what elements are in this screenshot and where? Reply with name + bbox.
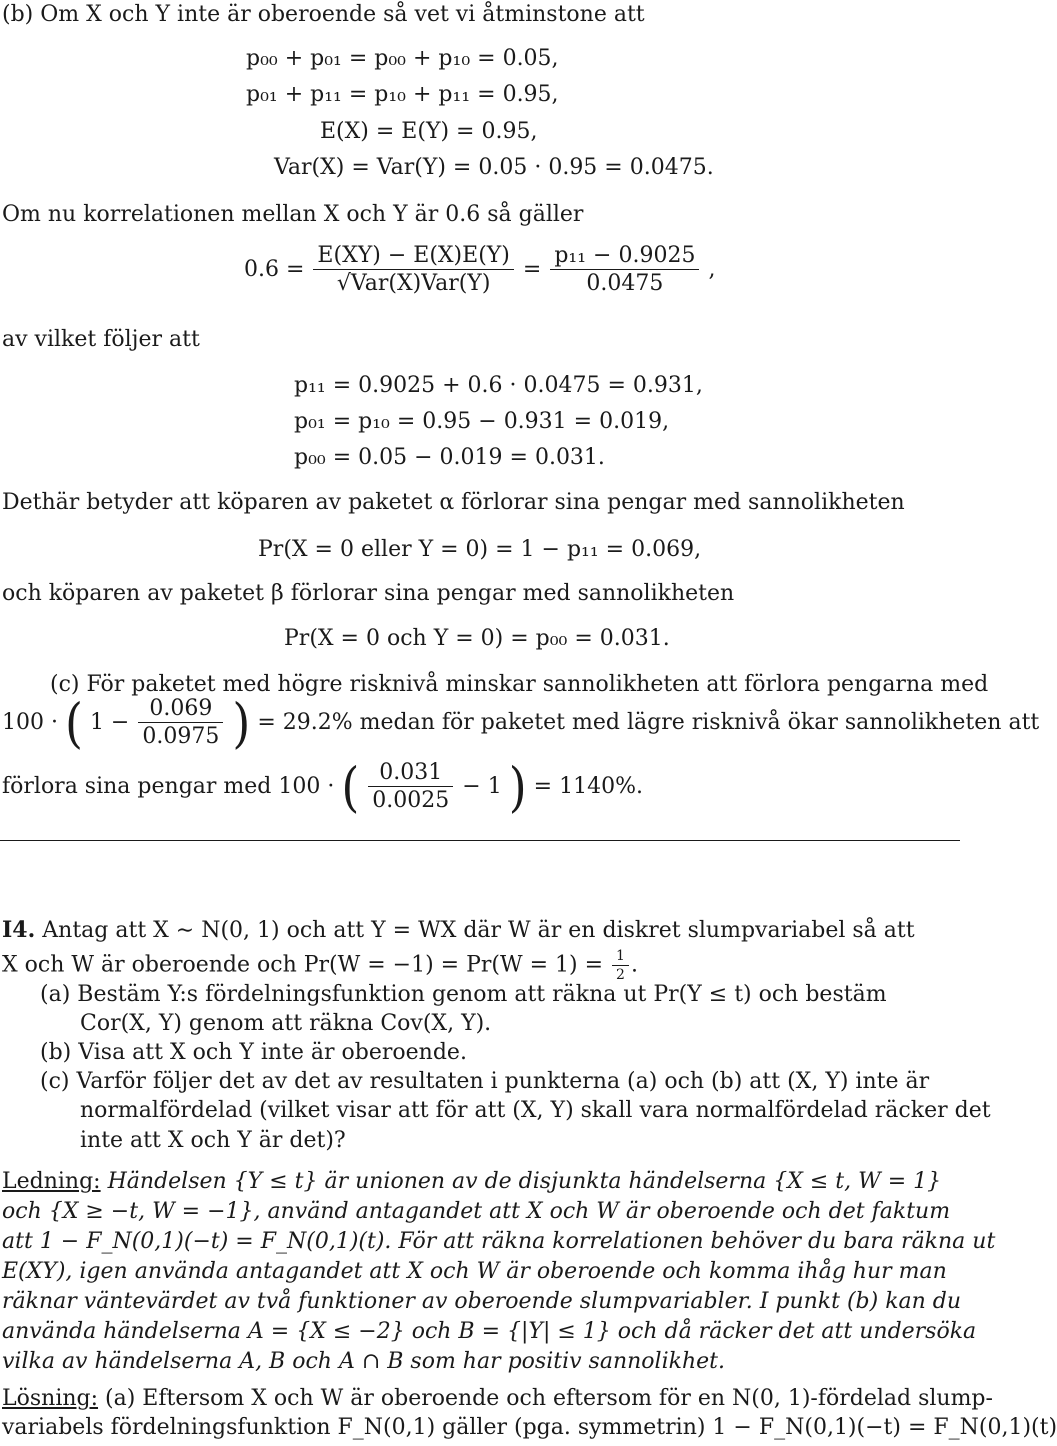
hint-line-7: vilka av händelserna A, B och A ∩ B som har positiv sannolikhet. [2, 1349, 725, 1374]
problem-label: I4. [2, 917, 36, 943]
part-c-fraction-1 [138, 696, 223, 750]
problem-statement-1 [2, 918, 915, 943]
part-c-line-2 [2, 691, 1040, 754]
half-denominator: 2 [616, 967, 625, 984]
problem-stmt-1: Antag att X ∼ N(0, 1) och att Y = WX där W är en diskret slumpvariabel så att [42, 918, 915, 943]
fraction-2-denominator: 0.0025 [372, 788, 450, 814]
half-fraction [612, 948, 629, 983]
half-numerator: 1 [612, 948, 629, 966]
problem-stmt-2: X och W är oberoende och Pr(W = −1) = Pr(W = 1) = [2, 952, 604, 978]
solution-heading: Lösning: [2, 1386, 99, 1411]
part-c-line-3 [2, 755, 643, 818]
result-2: p₀₁ = p₁₀ = 0.95 − 0.931 = 0.019, [294, 409, 670, 434]
hint-line-6: använda händelserna A = {X ≤ −2} och B = {|Y| ≤ 1} och då räcker det att undersöka [2, 1319, 977, 1344]
solution-line-2: variabels fördelningsfunktion F_N(0,1) gäller (pga. symmetrin) 1 − F_N(0,1)(−t) = F_N(0,1)(t) [2, 1415, 1057, 1440]
corr-comma: , [708, 256, 716, 282]
corr-lhs: 0.6 = [244, 256, 305, 282]
corr-denominator-2: 0.0475 [586, 271, 664, 297]
right-paren: ) [232, 691, 251, 754]
part-b-intro: (b) Om X och Y inte är oberoende så vet vi åtminstone att [2, 2, 645, 27]
question-b: (b) Visa att X och Y inte är oberoende. [40, 1040, 467, 1065]
part-c-one: 1 − [89, 709, 130, 735]
part-c-post-1: = 29.2% medan för paketet med lägre risknivå ökar sannolikheten att [257, 709, 1040, 735]
beta-text: och köparen av paketet β förlorar sina pengar med sannolikheten [2, 581, 735, 606]
hint-line-3: att 1 − F_N(0,1)(−t) = F_N(0,1)(t). För att räkna korrelationen behöver du bara räkna ut [2, 1229, 996, 1254]
fraction-1-numerator: 0.069 [138, 696, 223, 723]
part-c-post-2: = 1140%. [533, 773, 643, 799]
part-c-minus-one: − 1 [462, 773, 502, 799]
corr-equals: = [522, 256, 542, 282]
alpha-equation: Pr(X = 0 eller Y = 0) = 1 − p₁₁ = 0.069, [258, 537, 702, 562]
equation-4: Var(X) = Var(Y) = 0.05 · 0.95 = 0.0475. [274, 155, 714, 180]
right-paren-2: ) [508, 755, 527, 818]
hint-line-4: E(XY), igen använda antagandet att X och W är oberoende och komma ihåg hur man [2, 1259, 947, 1284]
result-3: p₀₀ = 0.05 − 0.019 = 0.031. [294, 445, 605, 470]
hint-text-1: Händelsen {Y ≤ t} är unionen av de disjunkta händelserna {X ≤ t, W = 1} [107, 1169, 942, 1194]
part-c-fraction-2 [368, 760, 453, 814]
equation-3: E(X) = E(Y) = 0.95, [320, 119, 538, 144]
part-c-line3-pre: förlora sina pengar med 100 · [2, 773, 335, 799]
alpha-text: Dethär betyder att köparen av paketet α förlorar sina pengar med sannolikheten [2, 490, 905, 515]
section-divider [0, 840, 960, 841]
corr-numerator-2: p₁₁ − 0.9025 [550, 243, 699, 270]
solution-text-1: (a) Eftersom X och W är oberoende och eftersom för en N(0, 1)-fördelad slump- [105, 1386, 993, 1411]
problem-statement-2: X och W är oberoende och Pr(W = −1) = Pr(W = 1) = $\frac{1}{2}$ . [2, 948, 638, 984]
fraction-1-denominator: 0.0975 [142, 724, 220, 750]
question-a-2: Cor(X, Y) genom att räkna Cov(X, Y). [80, 1011, 492, 1036]
question-a-1: (a) Bestäm Y:s fördelningsfunktion genom att räkna ut Pr(Y ≤ t) och bestäm [40, 982, 887, 1007]
beta-equation: Pr(X = 0 och Y = 0) = p₀₀ = 0.031. [284, 626, 670, 651]
corr-numerator: E(XY) − E(X)E(Y) [313, 243, 513, 270]
hint-line-2: och {X ≥ −t, W = −1}, använd antagandet att X och W är oberoende och det faktum [2, 1199, 951, 1224]
hint-line-5: räknar väntevärdet av två funktioner av oberoende slumpvariabler. I punkt (b) kan du [2, 1289, 962, 1314]
fraction-2-numerator: 0.031 [368, 760, 453, 787]
question-c-3: inte att X och Y är det)? [80, 1128, 346, 1153]
question-c-1: (c) Varför följer det av det av resultaten i punkterna (a) och (b) att (X, Y) inte är [40, 1069, 930, 1094]
solution-line-1 [2, 1387, 993, 1411]
equation-1: p₀₀ + p₀₁ = p₀₀ + p₁₀ = 0.05, [246, 46, 559, 71]
corr-denominator: √Var(X)Var(Y) [336, 271, 491, 297]
question-c-2: normalfördelad (vilket visar att för att (X, Y) skall vara normalfördelad räcker det [80, 1098, 991, 1123]
left-paren: ( [64, 691, 83, 754]
hint-line-1 [2, 1170, 941, 1194]
hint-heading: Ledning: [2, 1169, 101, 1194]
corr-fraction [313, 243, 513, 297]
correlation-equation [244, 243, 715, 297]
correlation-text: Om nu korrelationen mellan X och Y är 0.6 så gäller [2, 202, 584, 227]
left-paren-2: ( [341, 755, 360, 818]
part-c-pre: 100 · [2, 709, 58, 735]
equation-2: p₀₁ + p₁₁ = p₁₀ + p₁₁ = 0.95, [246, 82, 559, 107]
part-c-line-1: (c) För paketet med högre risknivå minskar sannolikheten att förlora pengarna med [50, 672, 989, 697]
corr-fraction-2 [550, 243, 699, 297]
follows-text: av vilket följer att [2, 327, 200, 352]
result-1: p₁₁ = 0.9025 + 0.6 · 0.0475 = 0.931, [294, 373, 703, 398]
